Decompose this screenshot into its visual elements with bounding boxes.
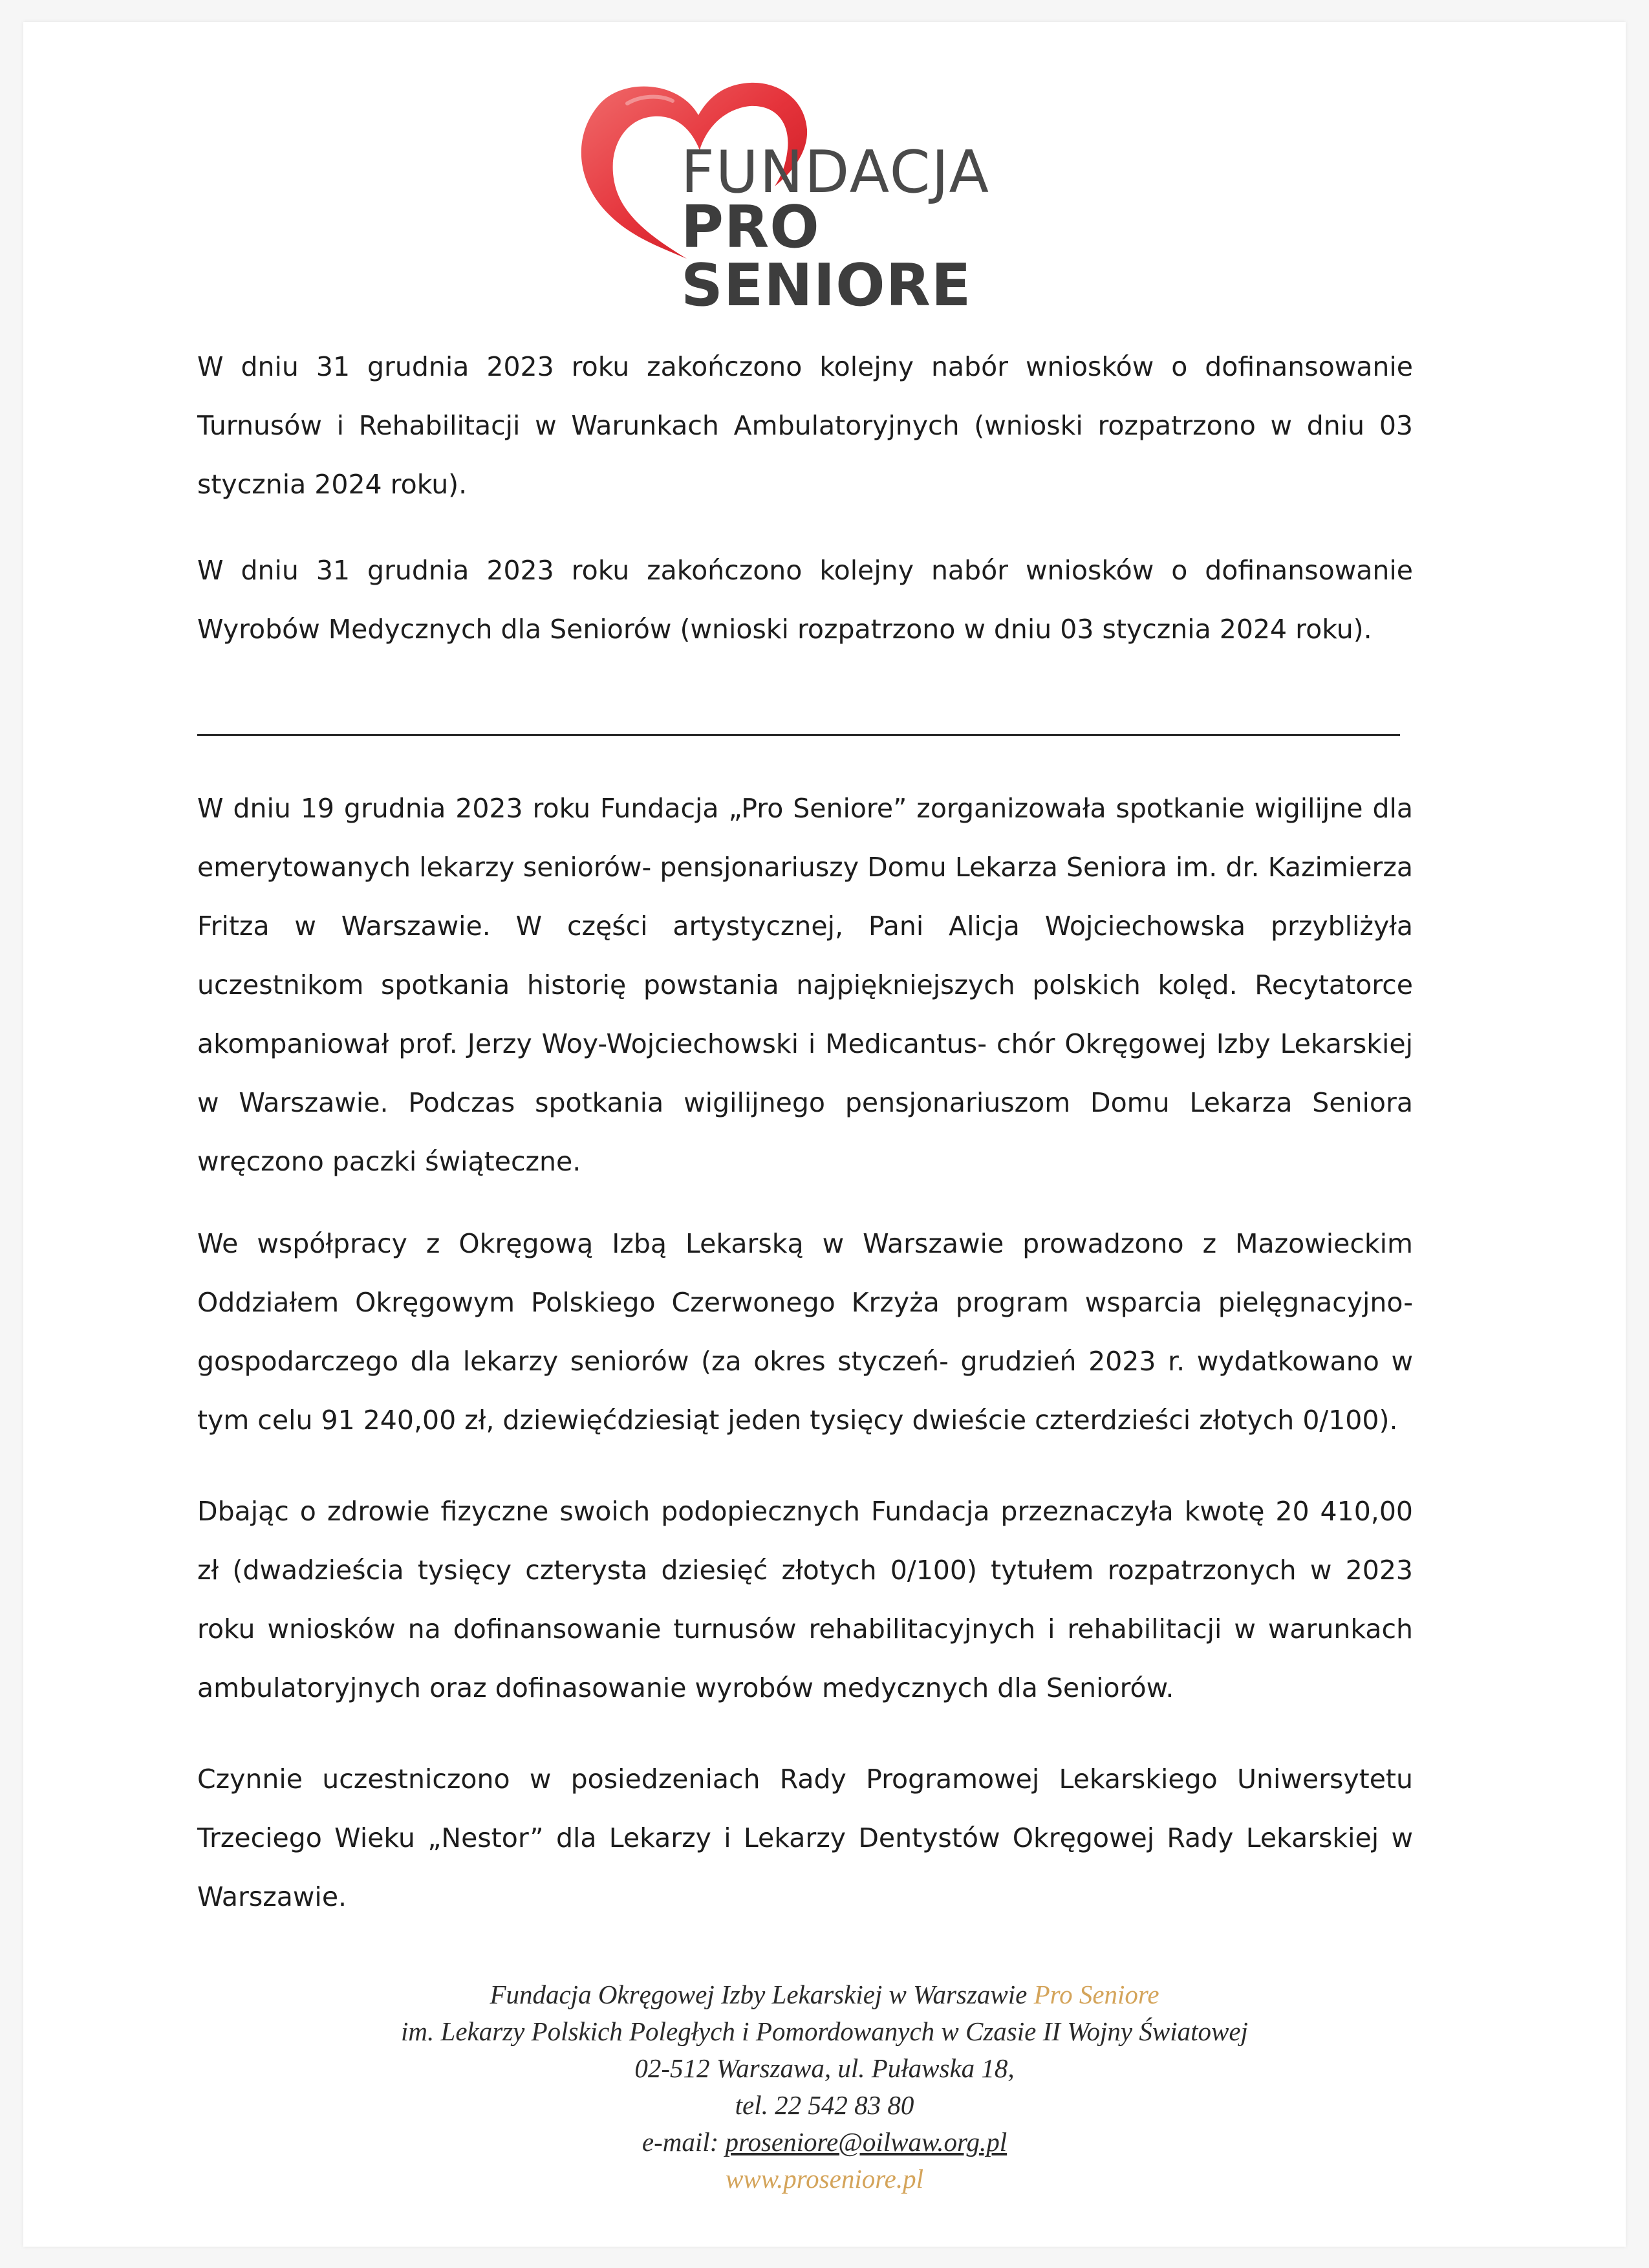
footer-email-link[interactable]: proseniore@oilwaw.org.pl (725, 2127, 1008, 2157)
footer-website-link[interactable]: www.proseniore.pl (726, 2164, 923, 2194)
footer-phone: tel. 22 542 83 80 (735, 2090, 914, 2120)
paragraph-nestor: Czynnie uczestniczono w posiedzeniach Rady Programowej Lekarskiego Uniwersytetu Trzeciego Wieku „Nestor” dla Lekarzy i Lekarzy Dentystów Okręgowej Rady Lekarskiej w Warszawie. (197, 1764, 1413, 1912)
paragraph-spotkanie-wigilijne: W dniu 19 grudnia 2023 roku Fundacja „Pro Seniore” zorganizowała spotkanie wigilijne dla emerytowanych lekarzy seniorów- pensjonariuszy Domu Lekarza Seniora im. dr. Kazimierza Fritza w Warszawie. W części artystycznej, Pani Alicja Wojciechowska przybliżyła uczestnikom spotkania historię powstania najpiękniejszych polskich kolęd. Recytatorce akompaniował prof. Jerzy Woy-Wojciechowski i Medicantus- chór Okręgowej Izby Lekarskiej w Warszawie. Podczas spotkania wigilijnego pensjonariuszom Domu Lekarza Seniora wręczono paczki świąteczne. (197, 793, 1413, 1177)
paragraph-wspolpraca-pck: We współpracy z Okręgową Izbą Lekarską w Warszawie prowadzono z Mazowieckim Oddziałem Okręgowym Polskiego Czerwonego Krzyża program wsparcia pielęgnacyjno-gospodarczego dla lekarzy seniorów (za okres styczeń- grudzień 2023 r. wydatkowano w tym celu 91 240,00 zł, dziewięćdziesiąt jeden tysięcy dwieście czterdzieści złotych 0/100). (197, 1228, 1413, 1436)
paragraph-dofinansowanie: Dbając o zdrowie fizyczne swoich podopiecznych Fundacja przeznaczyła kwotę 20 410,00 zł (dwadzieścia tysięcy czterysta dziesięć złotych 0/100) tytułem rozpatrzonych w 2023 roku wniosków na dofinansowanie turnusów rehabilitacyjnych i rehabilitacji w warunkach ambulatoryjnych oraz dofinasowanie wyrobów medycznych dla Seniorów. (197, 1496, 1413, 1703)
footer-org-accent: Pro Seniore (1033, 1980, 1159, 2009)
logo-pro-seniore-text: PRO SENIORE (681, 193, 972, 319)
footer-email-line (0, 2124, 1649, 2161)
paragraph-turnusy-nabor: W dniu 31 grudnia 2023 roku zakończono kolejny nabór wniosków o dofinansowanie Turnusów i Rehabilitacji w Warunkach Ambulatoryjnych (wnioski rozpatrzono w dniu 03 stycznia 2024 roku). (197, 351, 1413, 500)
footer-org-line (0, 1976, 1649, 2013)
logo-fundacja-text: FUNDACJA (681, 138, 991, 206)
section-divider (197, 734, 1400, 736)
footer-address: 02-512 Warszawa, ul. Puławska 18, (634, 2053, 1015, 2083)
letterhead-footer (0, 1976, 1649, 2198)
footer-org-name: Fundacja Okręgowej Izby Lekarskiej w Warszawie (490, 1980, 1028, 2009)
footer-email-label: e-mail: (641, 2127, 719, 2157)
footer-dedication: im. Lekarzy Polskich Poległych i Pomordowanych w Czasie II Wojny Światowej (401, 2016, 1248, 2046)
foundation-logo (563, 78, 1093, 319)
paragraph-wyroby-medyczne-nabor: W dniu 31 grudnia 2023 roku zakończono kolejny nabór wniosków o dofinansowanie Wyrobów Medycznych dla Seniorów (wnioski rozpatrzono w dniu 03 stycznia 2024 roku). (197, 555, 1413, 645)
